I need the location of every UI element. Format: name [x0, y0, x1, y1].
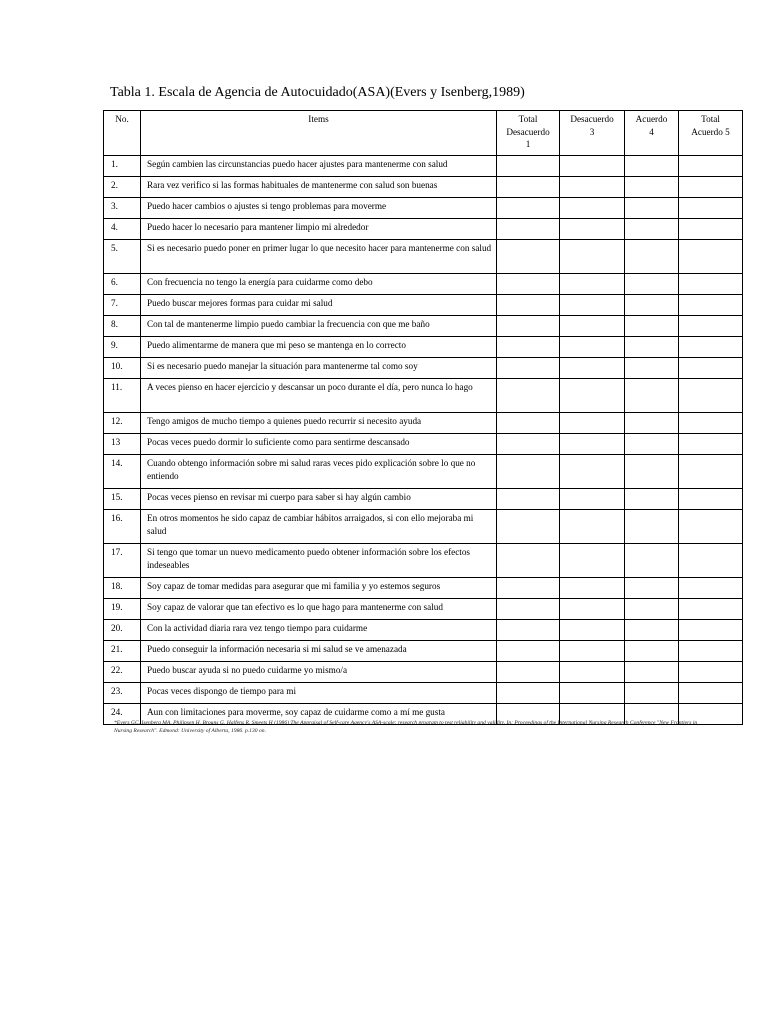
- response-total-acuerdo-cell[interactable]: [679, 683, 743, 704]
- row-item-text: Puedo hacer lo necesario para mantener limpio mi alrededor: [141, 219, 497, 240]
- row-number: 17.: [104, 544, 141, 578]
- row-number: 18.: [104, 578, 141, 599]
- table-row: [104, 455, 743, 489]
- row-item-text: Puedo conseguir la información necesaria si mi salud se ve amenazada: [141, 641, 497, 662]
- response-desacuerdo-cell[interactable]: [560, 578, 625, 599]
- table-row: [104, 620, 743, 641]
- response-total-desacuerdo-cell[interactable]: [497, 198, 560, 219]
- response-acuerdo-cell[interactable]: [625, 177, 679, 198]
- header-line: Desacuerdo: [570, 114, 614, 124]
- response-acuerdo-cell[interactable]: [625, 413, 679, 434]
- response-desacuerdo-cell[interactable]: [560, 274, 625, 295]
- row-number: 21.: [104, 641, 141, 662]
- row-number: 20.: [104, 620, 141, 641]
- table-row: [104, 413, 743, 434]
- table-body: [104, 156, 743, 725]
- row-item-text: Puedo hacer cambios o ajustes si tengo problemas para moverme: [141, 198, 497, 219]
- row-item-text: Pocas veces pienso en revisar mi cuerpo para saber si hay algún cambio: [141, 489, 497, 510]
- table-row: [104, 434, 743, 455]
- response-desacuerdo-cell[interactable]: [560, 510, 625, 544]
- row-item-text: Con la actividad diaria rara vez tengo tiempo para cuidarme: [141, 620, 497, 641]
- table-title: Tabla 1. Escala de Agencia de Autocuidado(ASA)(Evers y Isenberg,1989): [110, 85, 525, 100]
- response-acuerdo-cell[interactable]: [625, 274, 679, 295]
- response-acuerdo-cell[interactable]: [625, 198, 679, 219]
- response-desacuerdo-cell[interactable]: [560, 683, 625, 704]
- response-total-desacuerdo-cell[interactable]: [497, 662, 560, 683]
- response-acuerdo-cell[interactable]: [625, 295, 679, 316]
- response-acuerdo-cell[interactable]: [625, 316, 679, 337]
- response-acuerdo-cell[interactable]: [625, 219, 679, 240]
- response-desacuerdo-cell[interactable]: [560, 358, 625, 379]
- row-number: 14.: [104, 455, 141, 489]
- response-total-acuerdo-cell[interactable]: [679, 379, 743, 413]
- response-desacuerdo-cell[interactable]: [560, 489, 625, 510]
- response-acuerdo-cell[interactable]: [625, 337, 679, 358]
- response-total-acuerdo-cell[interactable]: [679, 198, 743, 219]
- row-item-text: Puedo buscar ayuda si no puedo cuidarme yo mismo/a: [141, 662, 497, 683]
- row-number: 13: [104, 434, 141, 455]
- response-total-acuerdo-cell[interactable]: [679, 641, 743, 662]
- header-line: 4: [649, 126, 654, 137]
- header-acuerdo: [625, 111, 679, 156]
- response-total-acuerdo-cell[interactable]: [679, 316, 743, 337]
- asa-scale-table: [103, 110, 743, 725]
- row-item-text: Puedo buscar mejores formas para cuidar mi salud: [141, 295, 497, 316]
- response-total-acuerdo-cell[interactable]: [679, 662, 743, 683]
- response-desacuerdo-cell[interactable]: [560, 544, 625, 578]
- response-total-desacuerdo-cell[interactable]: [497, 177, 560, 198]
- response-total-desacuerdo-cell[interactable]: [497, 578, 560, 599]
- header-items: Items: [141, 111, 497, 156]
- table-row: [104, 489, 743, 510]
- row-number: 10.: [104, 358, 141, 379]
- row-number: 12.: [104, 413, 141, 434]
- response-total-acuerdo-cell[interactable]: [679, 274, 743, 295]
- response-total-acuerdo-cell[interactable]: [679, 455, 743, 489]
- header-line: 1: [525, 139, 531, 149]
- row-item-text: Si es necesario puedo poner en primer lugar lo que necesito hacer para mantenerme con salud: [141, 240, 497, 274]
- row-number: 8.: [104, 316, 141, 337]
- row-number: 5.: [104, 240, 141, 274]
- header-line: Desacuerdo: [506, 126, 550, 137]
- response-desacuerdo-cell[interactable]: [560, 198, 625, 219]
- row-item-text: Según cambien las circunstancias puedo hacer ajustes para mantenerme con salud: [141, 156, 497, 177]
- row-item-text: Soy capaz de tomar medidas para asegurar que mi familia y yo estemos seguros: [141, 578, 497, 599]
- response-total-acuerdo-cell[interactable]: [679, 240, 743, 274]
- response-total-acuerdo-cell[interactable]: [679, 177, 743, 198]
- row-number: 1.: [104, 156, 141, 177]
- row-item-text: A veces pienso en hacer ejercicio y descansar un poco durante el día, pero nunca lo hago: [141, 379, 497, 413]
- response-total-desacuerdo-cell[interactable]: [497, 489, 560, 510]
- response-total-acuerdo-cell[interactable]: [679, 489, 743, 510]
- response-total-desacuerdo-cell[interactable]: [497, 620, 560, 641]
- response-acuerdo-cell[interactable]: [625, 358, 679, 379]
- row-number: 16.: [104, 510, 141, 544]
- response-total-desacuerdo-cell[interactable]: [497, 337, 560, 358]
- response-total-desacuerdo-cell[interactable]: [497, 274, 560, 295]
- response-acuerdo-cell[interactable]: [625, 641, 679, 662]
- table-row: [104, 198, 743, 219]
- response-acuerdo-cell[interactable]: [625, 599, 679, 620]
- response-total-desacuerdo-cell[interactable]: [497, 683, 560, 704]
- row-number: 23.: [104, 683, 141, 704]
- table-row: [104, 662, 743, 683]
- response-desacuerdo-cell[interactable]: [560, 599, 625, 620]
- response-total-desacuerdo-cell[interactable]: [497, 316, 560, 337]
- table-row: [104, 510, 743, 544]
- header-row: [104, 111, 743, 156]
- row-number: 11.: [104, 379, 141, 413]
- row-number: 6.: [104, 274, 141, 295]
- response-acuerdo-cell[interactable]: [625, 455, 679, 489]
- response-acuerdo-cell[interactable]: [625, 434, 679, 455]
- response-desacuerdo-cell[interactable]: [560, 379, 625, 413]
- response-desacuerdo-cell[interactable]: [560, 662, 625, 683]
- response-acuerdo-cell[interactable]: [625, 379, 679, 413]
- row-item-text: Pocas veces dispongo de tiempo para mi: [141, 683, 497, 704]
- response-total-acuerdo-cell[interactable]: [679, 358, 743, 379]
- response-desacuerdo-cell[interactable]: [560, 455, 625, 489]
- response-acuerdo-cell[interactable]: [625, 683, 679, 704]
- response-acuerdo-cell[interactable]: [625, 240, 679, 274]
- row-item-text: Con frecuencia no tengo la energía para cuidarme como debo: [141, 274, 497, 295]
- response-total-desacuerdo-cell[interactable]: [497, 599, 560, 620]
- response-total-desacuerdo-cell[interactable]: [497, 434, 560, 455]
- response-desacuerdo-cell[interactable]: [560, 240, 625, 274]
- row-item-text: Soy capaz de valorar que tan efectivo es lo que hago para mantenerme con salud: [141, 599, 497, 620]
- row-item-text: Si tengo que tomar un nuevo medicamento puedo obtener información sobre los efectos indeseables: [141, 544, 497, 578]
- table-row: [104, 316, 743, 337]
- row-number: 22.: [104, 662, 141, 683]
- response-acuerdo-cell[interactable]: [625, 620, 679, 641]
- response-total-acuerdo-cell[interactable]: [679, 295, 743, 316]
- response-acuerdo-cell[interactable]: [625, 156, 679, 177]
- response-total-desacuerdo-cell[interactable]: [497, 510, 560, 544]
- response-total-acuerdo-cell[interactable]: [679, 599, 743, 620]
- response-total-acuerdo-cell[interactable]: [679, 434, 743, 455]
- row-number: 7.: [104, 295, 141, 316]
- response-total-acuerdo-cell[interactable]: [679, 337, 743, 358]
- row-number: 19.: [104, 599, 141, 620]
- row-item-text: Pocas veces puedo dormir lo suficiente como para sentirme descansado: [141, 434, 497, 455]
- table-row: [104, 358, 743, 379]
- response-desacuerdo-cell[interactable]: [560, 219, 625, 240]
- response-desacuerdo-cell[interactable]: [560, 620, 625, 641]
- row-item-text: En otros momentos he sido capaz de cambiar hábitos arraigados, si con ello mejoraba mi salud: [141, 510, 497, 544]
- response-acuerdo-cell[interactable]: [625, 578, 679, 599]
- response-total-acuerdo-cell[interactable]: [679, 620, 743, 641]
- response-total-desacuerdo-cell[interactable]: [497, 544, 560, 578]
- row-item-text: Con tal de mantenerme limpio puedo cambiar la frecuencia con que me baño: [141, 316, 497, 337]
- table-row: [104, 274, 743, 295]
- response-total-desacuerdo-cell[interactable]: [497, 413, 560, 434]
- table-row: [104, 295, 743, 316]
- row-number: 3.: [104, 198, 141, 219]
- row-item-text: Puedo alimentarme de manera que mi peso se mantenga en lo correcto: [141, 337, 497, 358]
- response-total-acuerdo-cell[interactable]: [679, 219, 743, 240]
- table-row: [104, 683, 743, 704]
- response-total-desacuerdo-cell[interactable]: [497, 156, 560, 177]
- header-line: Acuerdo: [635, 114, 668, 124]
- row-item-text: Aun con limitaciones para moverme, soy capaz de cuidarme como a mí me gusta: [141, 704, 497, 725]
- row-item-text: Rara vez verifico si las formas habituales de mantenerme con salud son buenas: [141, 177, 497, 198]
- response-total-acuerdo-cell[interactable]: [679, 156, 743, 177]
- table-row: [104, 156, 743, 177]
- response-total-acuerdo-cell[interactable]: [679, 510, 743, 544]
- header-total-acuerdo: [679, 111, 743, 156]
- row-item-text: Tengo amigos de mucho tiempo a quienes puedo recurrir si necesito ayuda: [141, 413, 497, 434]
- row-item-text: Cuando obtengo información sobre mi salud raras veces pido explicación sobre lo que no entiendo: [141, 455, 497, 489]
- row-item-text: Si es necesario puedo manejar la situación para mantenerme tal como soy: [141, 358, 497, 379]
- table-row: [104, 641, 743, 662]
- header-line: Acuerdo 5: [691, 126, 730, 137]
- response-total-desacuerdo-cell[interactable]: [497, 240, 560, 274]
- row-number: 2.: [104, 177, 141, 198]
- header-total-desacuerdo: [497, 111, 560, 156]
- table-row: [104, 578, 743, 599]
- response-desacuerdo-cell[interactable]: [560, 413, 625, 434]
- response-acuerdo-cell[interactable]: [625, 662, 679, 683]
- header-line: 3: [589, 126, 595, 137]
- footnote-citation: *Evers GC, Isenberg MA, Philipsen H, Brouns G, Halfens R, Smeets H (1986) The Appraisal of Self-care Agency's ASA-scale: research program to test reliability and validity. In: Proceedings of the International Nursing Research Conference "New Frontiers in Nursing Research". Edmond: University of Alberta, 1986. p.130 on.: [114, 720, 698, 734]
- response-acuerdo-cell[interactable]: [625, 544, 679, 578]
- response-acuerdo-cell[interactable]: [625, 489, 679, 510]
- response-desacuerdo-cell[interactable]: [560, 434, 625, 455]
- response-desacuerdo-cell[interactable]: [560, 641, 625, 662]
- table-row: [104, 379, 743, 413]
- response-total-desacuerdo-cell[interactable]: [497, 379, 560, 413]
- response-desacuerdo-cell[interactable]: [560, 295, 625, 316]
- header-desacuerdo: [560, 111, 625, 156]
- response-desacuerdo-cell[interactable]: [560, 316, 625, 337]
- response-total-acuerdo-cell[interactable]: [679, 413, 743, 434]
- response-total-desacuerdo-cell[interactable]: [497, 455, 560, 489]
- table-row: [104, 544, 743, 578]
- table-row: [104, 599, 743, 620]
- header-no: No.: [104, 111, 141, 156]
- response-desacuerdo-cell[interactable]: [560, 156, 625, 177]
- row-number: 15.: [104, 489, 141, 510]
- response-total-acuerdo-cell[interactable]: [679, 544, 743, 578]
- row-number: 4.: [104, 219, 141, 240]
- row-number: 24.: [104, 704, 141, 725]
- response-total-acuerdo-cell[interactable]: [679, 578, 743, 599]
- response-total-desacuerdo-cell[interactable]: [497, 295, 560, 316]
- response-total-desacuerdo-cell[interactable]: [497, 358, 560, 379]
- row-number: 9.: [104, 337, 141, 358]
- table-row: [104, 240, 743, 274]
- response-desacuerdo-cell[interactable]: [560, 337, 625, 358]
- table-row: [104, 177, 743, 198]
- table-row: [104, 219, 743, 240]
- table-row: [104, 337, 743, 358]
- header-line: Total: [518, 114, 538, 124]
- response-total-desacuerdo-cell[interactable]: [497, 219, 560, 240]
- response-desacuerdo-cell[interactable]: [560, 177, 625, 198]
- response-acuerdo-cell[interactable]: [625, 510, 679, 544]
- response-total-desacuerdo-cell[interactable]: [497, 641, 560, 662]
- header-line: Total: [701, 114, 720, 124]
